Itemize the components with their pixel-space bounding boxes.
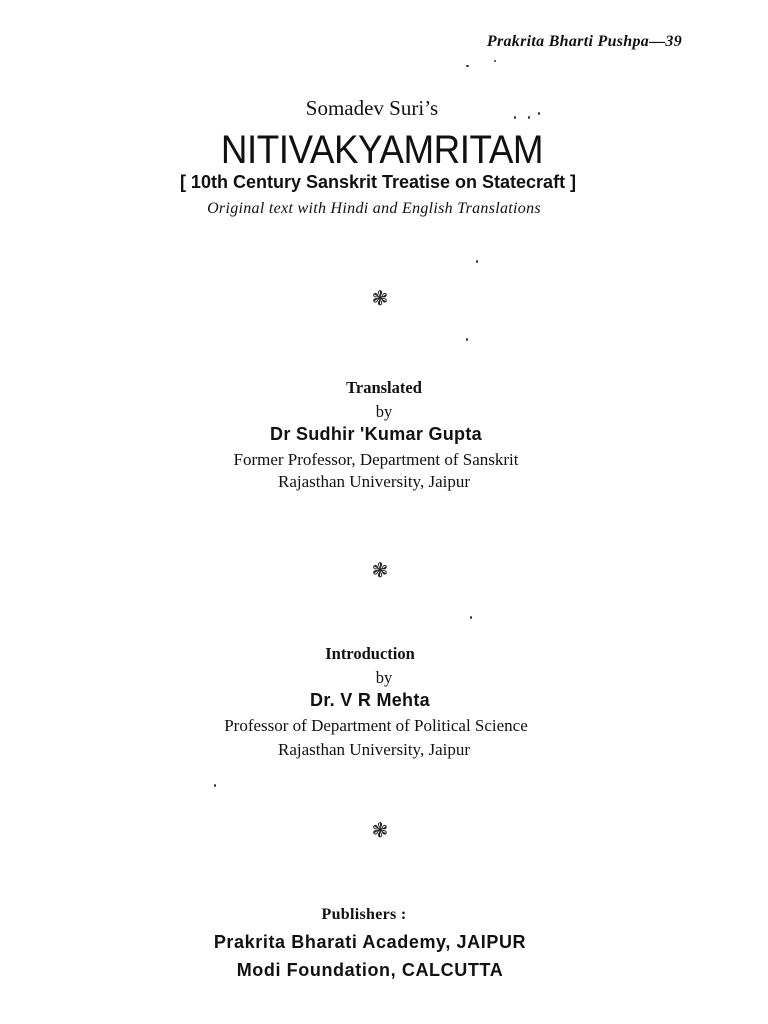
scan-speck (214, 784, 216, 787)
scan-speck (476, 260, 478, 263)
ornament-icon: ❃ (371, 818, 389, 842)
author-line: Somadev Suri’s (305, 96, 439, 120)
translator-name: Dr Sudhir 'Kumar Gupta (270, 424, 482, 444)
introduction-label: Introduction (325, 644, 415, 663)
scan-speck (466, 65, 469, 67)
book-title: NITIVAKYAMRITAM (220, 128, 544, 172)
publishers-label: Publishers : (321, 906, 407, 923)
ornament-icon: ❃ (371, 558, 389, 582)
scan-speck (538, 112, 540, 115)
introduction-name: Dr. V R Mehta (310, 690, 430, 710)
book-subtitle: [ 10th Century Sanskrit Treatise on Statecraft ] (179, 172, 577, 192)
scan-speck (528, 116, 530, 119)
publisher-line-1: Prakrita Bharati Academy, JAIPUR (213, 932, 527, 952)
translator-affiliation: Rajasthan University, Jaipur (278, 472, 470, 491)
translated-by: by (375, 402, 393, 421)
scan-speck (470, 616, 472, 619)
series-label: Prakrita Bharti Pushpa—39 (486, 33, 682, 50)
introduction-by: by (375, 668, 393, 687)
scan-speck (514, 116, 516, 119)
translated-label: Translated (346, 378, 422, 397)
introduction-affiliation: Rajasthan University, Jaipur (278, 740, 470, 759)
ornament-icon: ❃ (371, 286, 389, 310)
scan-speck (494, 60, 496, 62)
publisher-line-2: Modi Foundation, CALCUTTA (236, 960, 504, 980)
translator-position: Former Professor, Department of Sanskrit (233, 450, 519, 469)
book-description: Original text with Hindi and English Translations (207, 200, 541, 217)
scan-speck (466, 338, 468, 341)
introduction-position: Professor of Department of Political Science (224, 716, 528, 735)
